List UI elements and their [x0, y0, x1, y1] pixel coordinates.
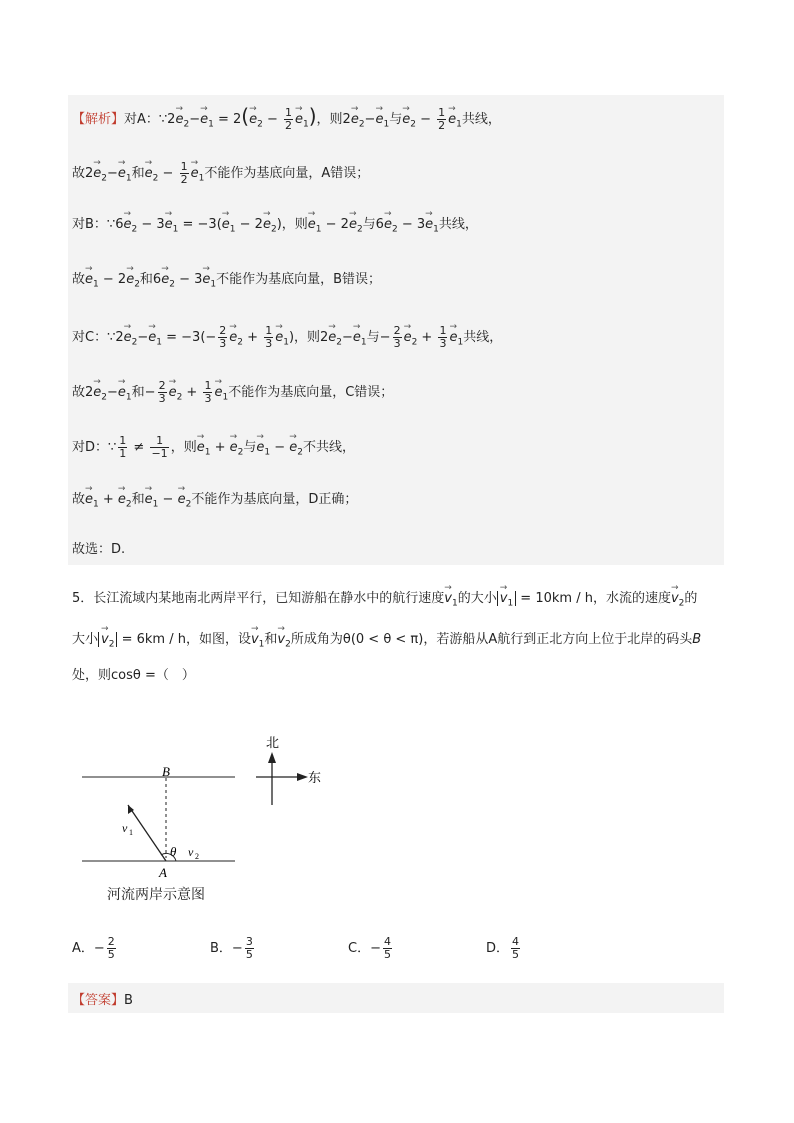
answer-line [72, 989, 133, 1008]
analysis-line-2: 故$2\to e_2-\to e_1$和→ $e_2$ − $\frac{1}{2}$ → $e_1$不能作为基底向量，A错误； [72, 161, 369, 189]
choice-d[interactable]: D． $\frac{4}{5}$ [486, 935, 520, 961]
analysis-line-a [72, 106, 501, 135]
text: 对A：∵2 [124, 112, 176, 127]
fraction: $\frac{2}{3}$ [393, 324, 401, 350]
magnitude: → $v_2$ [98, 632, 117, 647]
v1-arrow-line [128, 805, 166, 861]
vector-e: → e [449, 328, 457, 348]
vector-v: → v [444, 589, 452, 609]
fraction: $\frac{1}{3}$ [439, 324, 447, 350]
vector-e: → e [145, 490, 153, 510]
vector-e: → e [165, 215, 173, 235]
vector-e: → e [197, 438, 205, 458]
fraction: $\frac{1}{2}$ [438, 106, 446, 132]
river-diagram [70, 730, 330, 880]
vector-e: → e [263, 215, 271, 235]
choice-b[interactable]: B．− $\frac{3}{5}$ [210, 935, 253, 961]
vector-e: → e [126, 270, 134, 290]
text: 故 [72, 492, 86, 507]
vector-e: → e [349, 215, 357, 235]
vector-e: → e [118, 490, 126, 510]
vector-v: → v [251, 630, 259, 650]
vector-e: → e [256, 438, 264, 458]
vector-e: → e [353, 328, 361, 348]
text: = 2 [213, 112, 242, 127]
sub: 1 [302, 119, 309, 130]
text: 对C：∵2 [72, 330, 124, 345]
vector-e: → e [178, 490, 186, 510]
question-line-2: 大小→ $v_2 = 6km / h$，如图，设→ $v_1$和→ $v_2$所成角为θ(0 < θ < π)，若游船从A航行到正北方向上位于北岸的码头B [72, 630, 701, 655]
label-A: A [159, 865, 167, 880]
vector-e: → e [328, 328, 336, 348]
vector-e: → e [191, 164, 199, 184]
vector-e: → e [175, 110, 183, 130]
vector-e: → e [85, 490, 93, 510]
fraction: $\frac{1}{-1}$ [151, 434, 168, 460]
vector-e: → e [200, 110, 208, 130]
fraction: $\frac{2}{3}$ [219, 324, 227, 350]
vector-e: → e [289, 438, 297, 458]
sub: 1 [456, 119, 462, 130]
label-v1-sub: 1 [129, 828, 133, 837]
analysis-line-4: 故→ $e_1 - 2\to e_2$和$6\to e_2 - 3\to e_1$不能作为基底向量，B错误； [72, 270, 381, 295]
fraction: $\frac{1}{2}$ [180, 160, 188, 186]
fraction: $\frac{1}{1}$ [119, 434, 127, 460]
vector-e: → e [202, 270, 210, 290]
analysis-tag: 【解析】 [72, 112, 125, 127]
vector-e: → e [118, 383, 126, 403]
sub: 2 [183, 119, 190, 130]
analysis-line-6: 故$2\to e_2-\to e_1$和− $\frac{2}{3}$ → $e_2$ + $\frac{1}{3}$ → $e_1$不能作为基底向量，C错误； [72, 380, 393, 408]
label-east: 东 [308, 771, 322, 786]
vector-e: → e [425, 215, 433, 235]
vector-e: → e [148, 328, 156, 348]
north-arrowhead [268, 752, 276, 763]
fraction: $\frac{1}{3}$ [265, 324, 273, 350]
question-line-3: 处，则cosθ =（ ） [72, 668, 195, 683]
text: − [262, 112, 282, 127]
answer-box [68, 983, 724, 1013]
label-v2: v [188, 845, 194, 859]
text: 故 [72, 272, 86, 287]
east-arrowhead [297, 773, 308, 781]
label-north: 北 [266, 736, 280, 751]
text: − [189, 112, 201, 127]
analysis-line-3: 对B：∵6→ $e_2 - 3\to e_1 = -3(\to e_1 - 2\to e_2)$，则→ $e_1 - 2\to e_2$与$6\to e_2 - 3\to e_1$共线， [72, 215, 478, 240]
vector-e: → e [222, 215, 230, 235]
vector-e: → e [118, 164, 126, 184]
text: 故2 [72, 166, 94, 181]
vector-e: → e [249, 110, 257, 130]
vector-e: → e [375, 110, 383, 130]
text: 共线， [461, 112, 501, 127]
choice-a[interactable]: A．− $\frac{2}{5}$ [72, 935, 115, 961]
vector-e: → e [123, 215, 131, 235]
vector-e: → e [351, 110, 359, 130]
sub: 2 [358, 119, 365, 130]
text: 故2 [72, 385, 94, 400]
text: 对B：∵6 [72, 217, 124, 232]
analysis-line-8: 故→ $e_1$ + → $e_2$和→ $e_1$ − → $e_2$不能作为基底向量，D正确； [72, 490, 357, 515]
analysis-line-5: 对C：∵2→ $e_2-\to e_1 = -3(-$ $\frac{2}{3}$ → $e_2$ + $\frac{1}{3}$ → $e_1$)，则$2\to e_2-\to e_1$与− $\frac{2}{3}$ → $e_2$ + $\frac{1}{3}$ → $e_1$共线， [72, 325, 502, 353]
analysis-conclusion: 故选：D. [72, 542, 126, 557]
paren: ) [308, 104, 317, 128]
vector-e: → e [214, 383, 222, 403]
vector-e: → e [85, 270, 93, 290]
question-line-1: 5．长江流域内某地南北两岸平行，已知游船在静水中的航行速度→ $v_1$的大小→ $v_1 = 10km / h$，水流的速度→ $v_2$的 [72, 589, 697, 614]
vector-e: → e [93, 383, 101, 403]
sub: 1 [208, 119, 214, 130]
vector-e: → e [404, 328, 412, 348]
vector-e: → e [384, 215, 392, 235]
text: − [415, 112, 436, 127]
answer-value: B [124, 993, 133, 1008]
magnitude: → $v_1$ [497, 591, 516, 606]
vector-e: → e [230, 438, 238, 458]
vector-e: → e [161, 270, 169, 290]
vector-e: → e [145, 164, 153, 184]
vector-e: → e [402, 110, 410, 130]
vector-e: → e [93, 164, 101, 184]
text: 和 [131, 166, 145, 181]
vector-e: → e [295, 110, 303, 130]
answer-tag: 【答案】 [72, 993, 125, 1008]
fraction: $\frac{2}{3}$ [158, 379, 166, 405]
label-theta: θ [170, 844, 177, 859]
vector-e: → e [229, 328, 237, 348]
fraction: $\frac{1}{3}$ [204, 379, 212, 405]
vector-e: → e [308, 215, 316, 235]
text: 对D：∵ [72, 440, 117, 455]
text: 不能作为基底向量，A错误； [204, 166, 370, 181]
label-B: B [162, 764, 170, 779]
sub: 2 [257, 119, 263, 130]
vector-e: → e [275, 328, 283, 348]
vector-v: → v [671, 589, 679, 609]
text: 与 [389, 112, 403, 127]
vector-e: → e [448, 110, 456, 130]
vector-e: → e [169, 383, 177, 403]
choice-c[interactable]: C．− $\frac{4}{5}$ [348, 935, 391, 961]
label-v1: v [122, 821, 128, 835]
vector-e: → e [124, 328, 132, 348]
text: ，则2 [316, 112, 351, 127]
sub: 2 [410, 119, 416, 130]
analysis-line-7: 对D：∵ $\frac{1}{1}$ ≠ $\frac{1}{-1}$ ，则→ $e_1$ + → $e_2$与→ $e_1$ − → $e_2$不共线， [72, 435, 355, 463]
fraction: $\frac{1}{2}$ [284, 106, 292, 132]
vector-v: → v [277, 630, 285, 650]
label-v2-sub: 2 [195, 852, 199, 861]
text: − [364, 112, 376, 127]
sub: 1 [383, 119, 390, 130]
diagram-caption: 河流两岸示意图 [107, 887, 205, 903]
paren: ( [241, 104, 250, 128]
